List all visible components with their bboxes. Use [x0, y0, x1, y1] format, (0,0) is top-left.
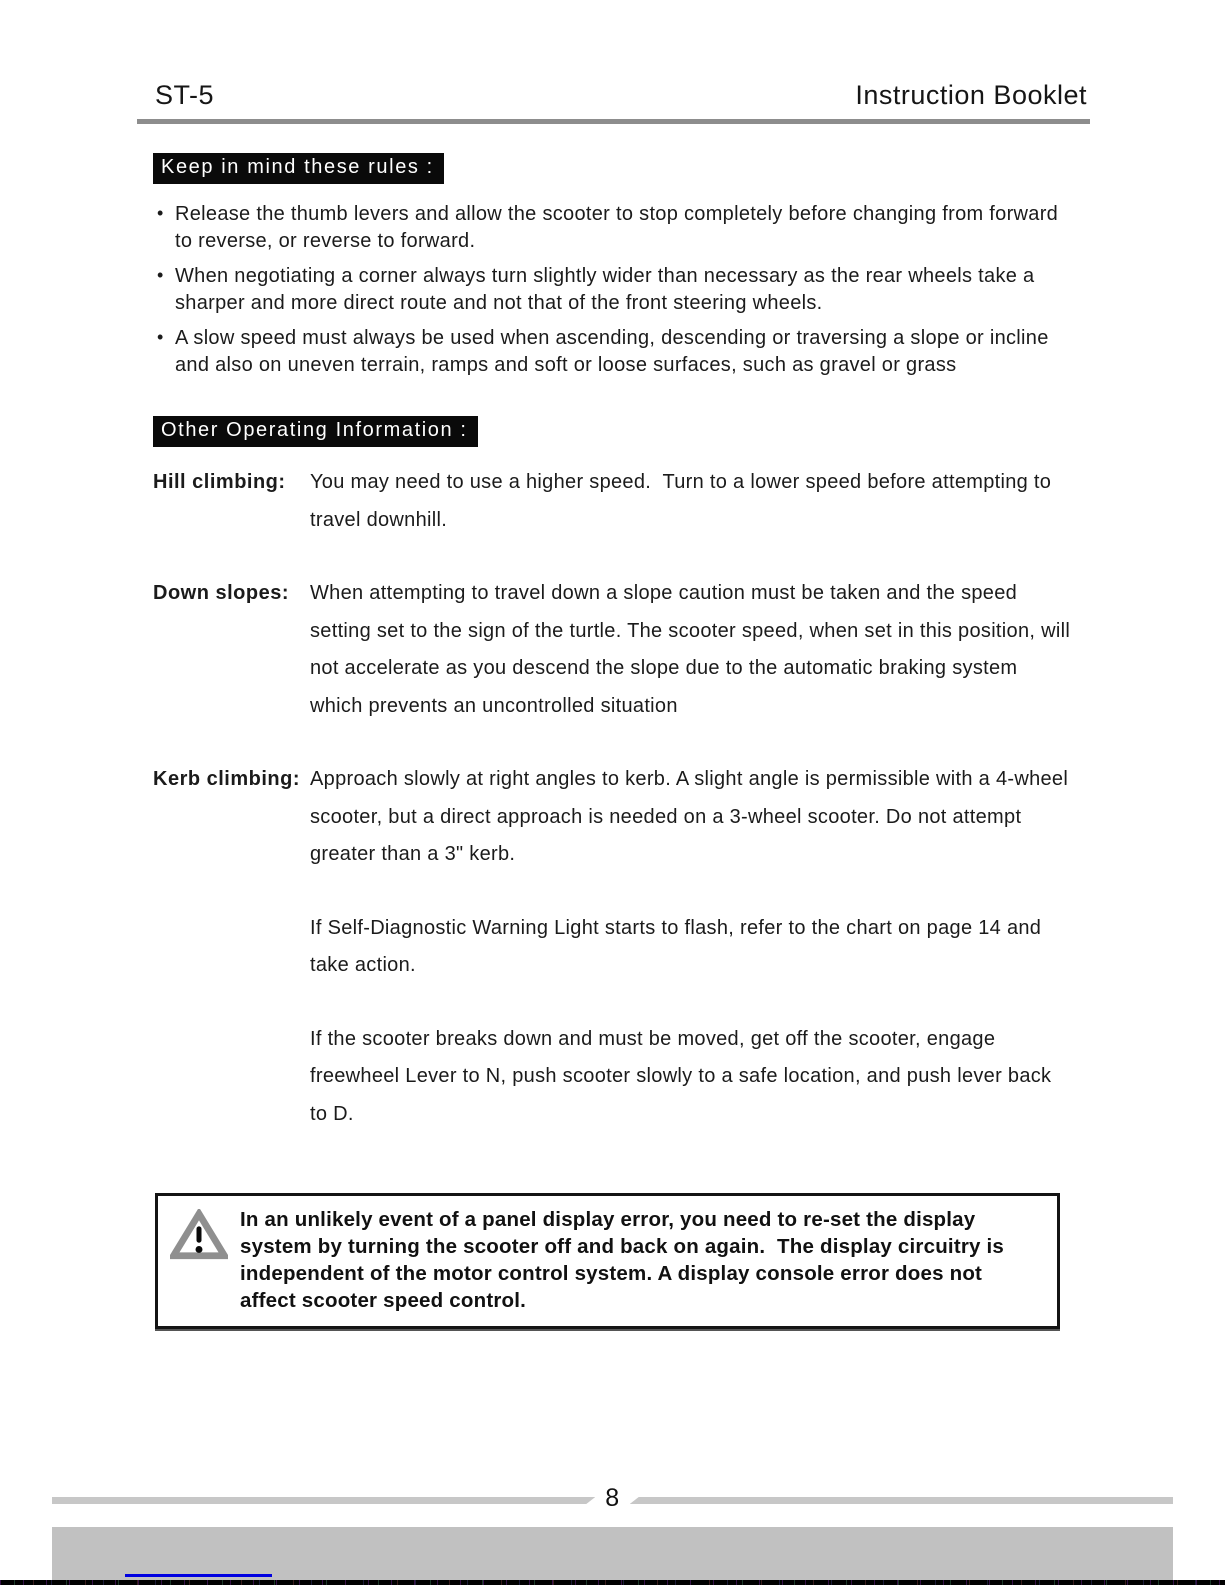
paragraph-self-diagnostic	[153, 910, 1073, 985]
list-item	[153, 263, 1075, 316]
entry-label: Kerb climbing:	[153, 768, 301, 790]
entry-text: You may need to use a higher speed. Turn to a lower speed before attempting to travel downhill.	[310, 471, 1058, 531]
footer-link-underline	[125, 1574, 272, 1577]
paragraph-text: If Self-Diagnostic Warning Light starts to flash, refer to the chart on page 14 and take action.	[310, 916, 1048, 976]
footer-block	[52, 1527, 1173, 1585]
section-heading-rules: Keep in mind these rules :	[153, 153, 444, 184]
bullet-icon: •	[157, 327, 164, 347]
entry-label: Hill climbing:	[153, 471, 286, 493]
bullet-icon: •	[157, 203, 164, 223]
entry-text: Approach slowly at right angles to kerb. A slight angle is permissible with a 4-wheel scooter, but a direct approach is needed on a 3-wheel scooter. Do not attempt greater than a 3" kerb.	[310, 768, 1074, 865]
model-name: ST-5	[155, 80, 215, 110]
page-number: 8	[605, 1484, 620, 1512]
entry-hill-climbing	[153, 464, 1073, 539]
section-heading-operating: Other Operating Information :	[153, 416, 478, 447]
bullet-icon: •	[157, 265, 164, 285]
bullet-text: A slow speed must always be used when ascending, descending or traversing a slope or incline and also on uneven terrain, ramps and soft or loose surfaces, such as gravel or grass	[175, 327, 1049, 376]
booklet-title: Instruction Booklet	[855, 80, 1087, 110]
list-item	[153, 325, 1075, 378]
page-header	[155, 80, 1087, 111]
operating-entries	[153, 464, 1076, 1133]
pageno-right-line	[630, 1497, 1173, 1504]
warning-box	[155, 1193, 1060, 1329]
entry-down-slopes	[153, 575, 1076, 725]
page-content	[153, 124, 1076, 1329]
entry-label: Down slopes:	[153, 582, 290, 604]
scan-artifact-line	[0, 1580, 1225, 1585]
page-number-row	[52, 1484, 1173, 1513]
entry-kerb-climbing	[153, 761, 1073, 874]
rules-bullet-list	[153, 201, 1073, 378]
bullet-text: Release the thumb levers and allow the scooter to stop completely before changing from forward to reverse, or reverse to forward.	[175, 203, 1059, 252]
entry-text: When attempting to travel down a slope caution must be taken and the speed setting set to the sign of the turtle. The scooter speed, when set in this position, will not accelerate as you descend the slope due to the automatic braking system which prevents an uncontrolled situation	[310, 582, 1076, 717]
warning-triangle-icon	[170, 1209, 228, 1266]
pageno-left-line	[52, 1497, 595, 1504]
paragraph-text: If the scooter breaks down and must be moved, get off the scooter, engage freewheel Lever to N, push scooter slowly to a safe location, and push lever back to D.	[310, 1027, 1058, 1125]
list-item	[153, 201, 1075, 254]
bullet-text: When negotiating a corner always turn slightly wider than necessary as the rear wheels take a sharper and more direct route and not that of the front steering wheels.	[175, 265, 1035, 314]
paragraph-breakdown	[153, 1021, 1073, 1134]
warning-text: In an unlikely event of a panel display error, you need to re-set the display system by turning the scooter off and back on again. The display circuitry is independent of the motor control system. A display console error does not affect scooter speed control.	[240, 1208, 1010, 1312]
